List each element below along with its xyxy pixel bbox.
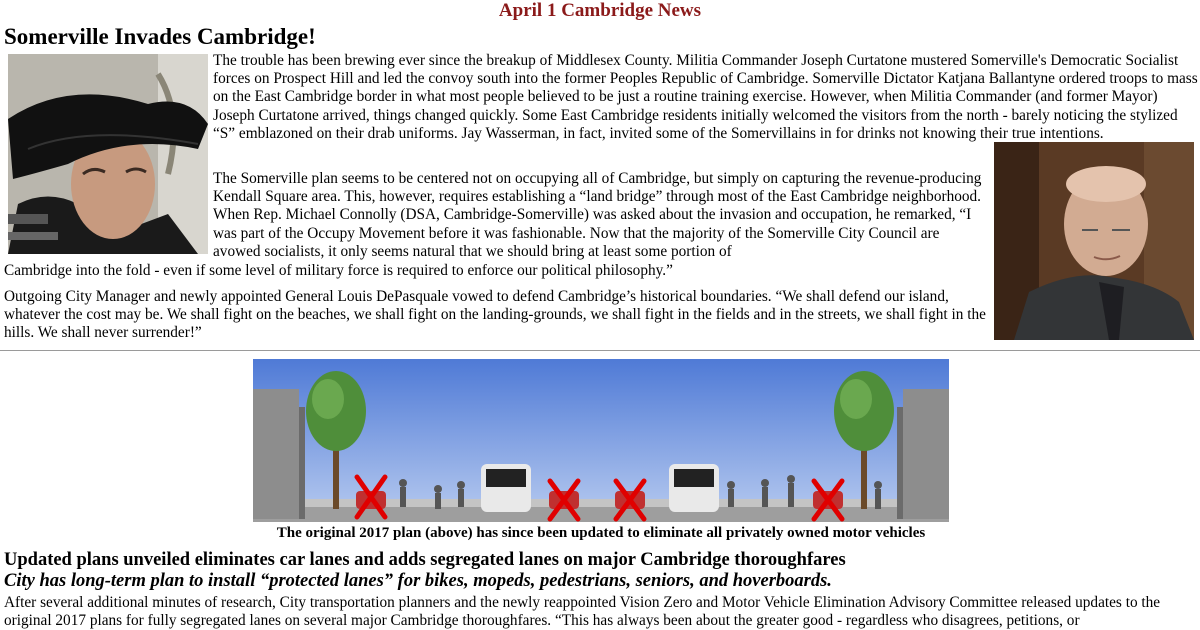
masthead: April 1 Cambridge News [498,0,702,21]
figure-caption: The original 2017 plan (above) has since been updated to eliminate all privately owned motor vehicles [276,525,926,541]
article-paragraph: The trouble has been brewing ever since the breakup of Middlesex County. Militia Commander Joseph Curtatone mustered Somerville's Democratic Socialist forces on Prospect Hill and led the convoy south into the former Peoples Republic of Cambridge. Somerville Dictator Katjana Ballantyne ordered troops to mass on the East Cambridge border in what most people believed to be just a routine training exercise. However, when Militia Commander (and former Mayor) Joseph Curtatone arrived, things changed quickly. Some East Cambridge residents initially welcomed the visitors from the north - barely noticing the stylized “S” emblazoned on their drab uniforms. Jay Wasserman, in fact, invited some of the Somervillains in for drinks not knowing their true intentions. [213,52,1198,142]
curtatone-photo [8,54,208,254]
article-headline: Somerville Invades Cambridge! [4,24,316,49]
article-paragraph: The Somerville plan seems to be centered not on occupying all of Cambridge, but simply on capturing the revenue-producing Kendall Square area. This, however, requires establishing a “land bridge” through most of the East Cambridge neighborhood. When Rep. Michael Connolly (DSA, Cambridge-Somerville) was asked about the invasion and occupation, he remarked, “I was part of the Occupy Movement before it was fashionable. Now that the majority of the Somerville City Council are avowed socialists, it only seems natural that we should bring at least some portion of [213,170,982,260]
article-headline-secondary: Updated plans unveiled eliminates car lanes and adds segregated lanes on major Cambridge thoroughfares [4,550,846,570]
street-cross-section-illustration [253,359,949,522]
article-paragraph: Outgoing City Manager and newly appointed General Louis DePasquale vowed to defend Cambridge’s historical boundaries. “We shall defend our island, whatever the cost may be. We shall fight on the beaches, we shall fight on the landing-grounds, we shall fight in the fields and in the streets, we shall fight in the hills. We shall never surrender!” [4,288,986,342]
depasquale-photo [994,142,1194,340]
section-divider [0,350,1200,351]
article-paragraph-continued: Cambridge into the fold - even if some level of military force is required to enforce our political philosophy.” [4,262,673,279]
article-paragraph: After several additional minutes of research, City transportation planners and the newly reappointed Vision Zero and Motor Vehicle Elimination Advisory Committee released updates to the original 2017 plans for fully segregated lanes on several major Cambridge thoroughfares. “This has always been about the greater good - regardless who disagrees, petitions, or [4,594,1161,630]
article-subhead: City has long-term plan to install “protected lanes” for bikes, mopeds, pedestrians, seniors, and hoverboards. [4,571,832,591]
